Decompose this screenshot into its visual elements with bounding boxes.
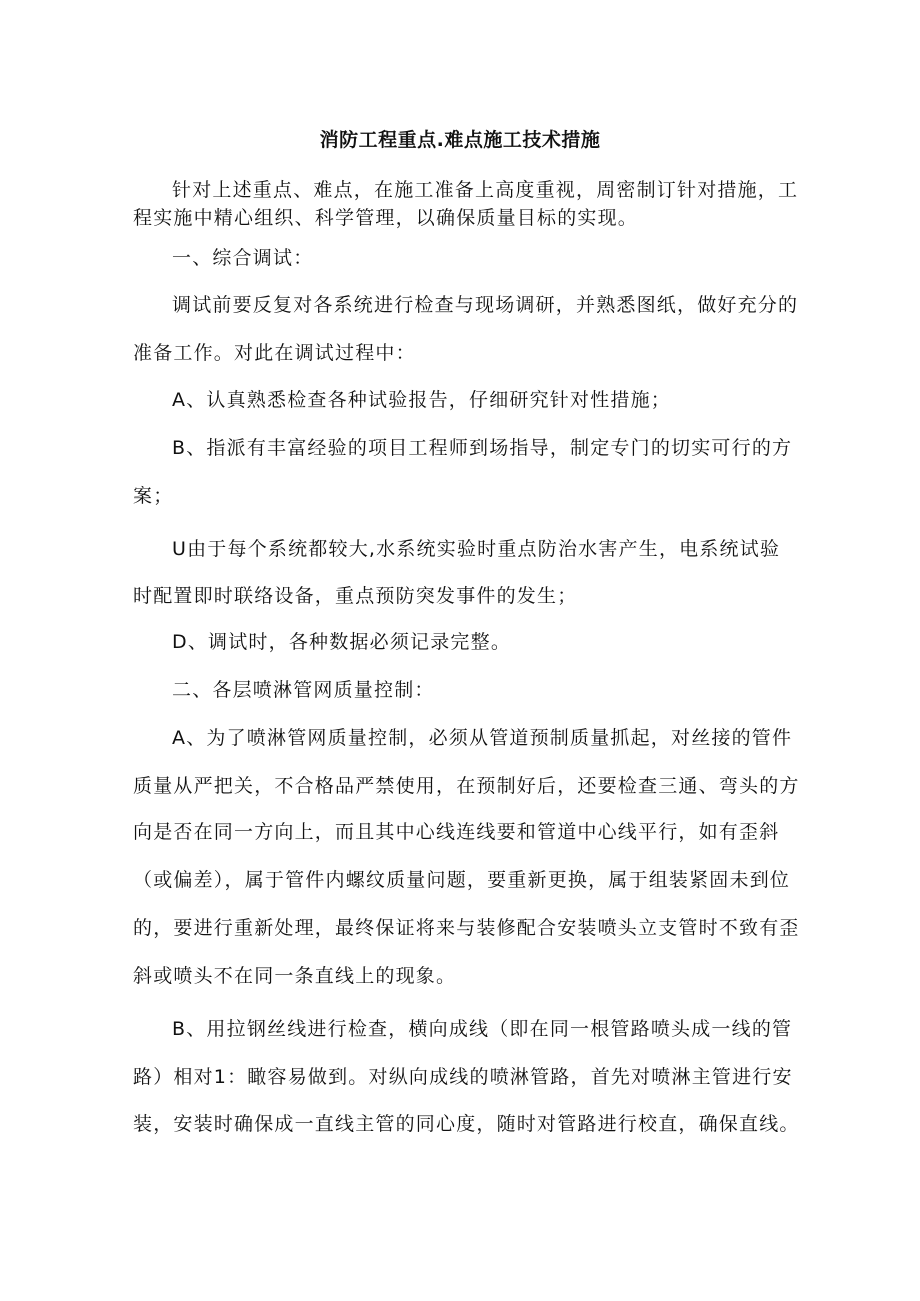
- document-title: 消防工程重点.难点施工技术措施: [319, 129, 601, 151]
- list-item: U由于每个系统都较大,水系统实验时重点防治水害产生，电系统试验: [172, 538, 781, 560]
- list-item: A、为了喷淋管网质量控制，必须从管道预制质量抓起，对丝接的管件: [172, 727, 793, 749]
- paragraph-line: 案；: [133, 485, 174, 507]
- paragraph-line: 调试前要反复对各系统进行检查与现场调研，并熟悉图纸，做好充分的: [172, 294, 799, 316]
- list-item: D、调试时，各种数据必须记录完整。: [172, 631, 512, 653]
- list-item: B、用拉钢丝线进行检查，横向成线（即在同一根管路喷头成一线的管: [172, 1018, 793, 1040]
- paragraph-line: 针对上述重点、难点，在施工准备上高度重视，周密制订针对措施，工: [172, 179, 799, 201]
- paragraph-line: 斜或喷头不在同一条直线上的现象。: [133, 965, 457, 987]
- paragraph-line: 的，要进行重新处理，最终保证将来与装修配合安装喷头立支管时不致有歪: [133, 917, 800, 939]
- section-heading: 一、综合调试：: [172, 247, 314, 269]
- paragraph-line: 装，安装时确保成一直线主管的同心度，随时对管路进行校直，确保直线。: [133, 1113, 800, 1135]
- paragraph-line: 向是否在同一方向上，而且其中心线连线要和管道中心线平行，如有歪斜: [133, 821, 780, 843]
- section-heading: 二、各层喷淋管网质量控制：: [172, 679, 435, 701]
- paragraph-line: 质量从严把关，不合格品严禁使用，在预制好后，还要检查三通、弯头的方: [133, 775, 800, 797]
- list-item: A、认真熟悉检查各种试验报告，仔细研究针对性措施；: [172, 389, 671, 411]
- paragraph-line: 程实施中精心组织、科学管理，以确保质量目标的实现。: [133, 207, 639, 229]
- paragraph-line: 时配置即时联络设备，重点预防突发事件的发生；: [133, 585, 578, 607]
- paragraph-line: （或偏差），属于管件内螺纹质量问题，要重新更换，属于组装紧固未到位: [133, 869, 791, 891]
- list-item: B、指派有丰富经验的项目工程师到场指导，制定专门的切实可行的方: [172, 437, 793, 459]
- paragraph-line: 路）相对1：瞰容易做到。对纵向成线的喷淋管路，首先对喷淋主管进行安: [133, 1066, 793, 1088]
- paragraph-line: 准备工作。对此在调试过程中：: [133, 342, 416, 364]
